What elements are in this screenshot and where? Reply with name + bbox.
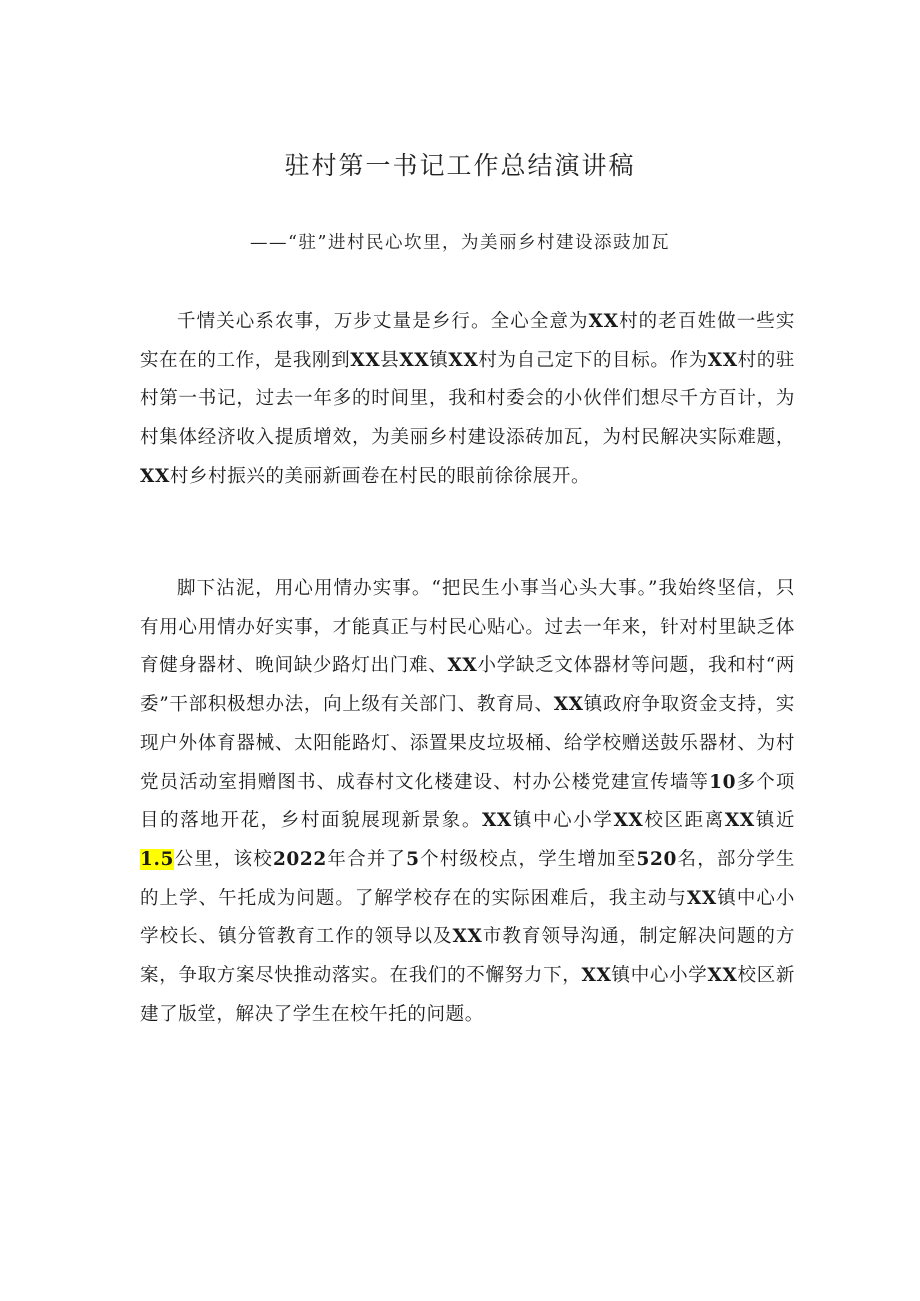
bold-text: XX bbox=[140, 465, 170, 487]
bold-text: 10 bbox=[709, 771, 737, 793]
bold-text: 2022 bbox=[272, 848, 327, 870]
text-run: 市教育领导沟通，制定解决问题的方案，争取方案尽快推动落实。在我们的不懈努力下， bbox=[140, 926, 795, 987]
bold-text: XX bbox=[613, 810, 644, 832]
text-run: 多个项目的落地开花，乡村面貌展现新景象。 bbox=[140, 771, 795, 832]
bold-text: 520 bbox=[636, 848, 677, 870]
text-run: 小学缺乏文体器材等问题，我和村“两委”干部积极想办法，向上级有关部门、教育局、 bbox=[140, 655, 795, 716]
text-run: 镇中心小学校长、镇分管教育工作的领导以及 bbox=[140, 887, 795, 948]
bold-text: XX bbox=[452, 926, 483, 948]
bold-text: XX bbox=[707, 349, 738, 371]
text-run: 脚下沾泥，用心用情办实事。“把民生小事当心头大事。”我始终坚信，只有用心用情办好实事，才能真正与村民心贴心。过去一年来，针对村里缺乏体育健身器材、晚间缺少路灯出门难、 bbox=[140, 578, 795, 677]
text-run: 名，部分学生的上学、午托成为问题。了解学校存在的实际困难后，我主动与 bbox=[140, 848, 795, 909]
highlighted-text: 1.5 bbox=[140, 848, 174, 870]
text-run: 镇中心小学 bbox=[511, 810, 614, 832]
text-run: 千情关心系农事，万步丈量是乡行。全心全意为 bbox=[177, 311, 589, 332]
text-run: 村乡村振兴的美丽新画卷在村民的眼前徐徐展开。 bbox=[169, 465, 591, 487]
text-run: 镇政府争取资金支持，实现户外体育器械、太阳能路灯、添置果皮垃圾桶、给学校赠送鼓乐器材、为村党员活动室捐赠图书、成春村文化楼建设、村办公楼党建宣传墙等 bbox=[140, 694, 795, 793]
bold-text: XX bbox=[724, 810, 755, 832]
bold-text: XX bbox=[481, 810, 512, 832]
bold-text: XX bbox=[448, 349, 479, 371]
paragraph-1 bbox=[140, 303, 795, 497]
bold-text: XX bbox=[553, 694, 584, 716]
text-run: 校区距离 bbox=[643, 810, 725, 832]
document-title: 驻村第一书记工作总结演讲稿 bbox=[284, 151, 636, 180]
text-run: 县 bbox=[380, 349, 400, 371]
text-run: 镇 bbox=[429, 349, 449, 371]
text-run: 村的老百姓做一些实实在在的工作，是我刚到 bbox=[140, 311, 795, 371]
bold-text: XX bbox=[686, 887, 717, 909]
text-run: 村的驻村第一书记，过去一年多的时间里，我和村委会的小伙伴们想尽千方百计，为村集体经济收入提质增效，为美丽乡村建设添砖加瓦，为村民解决实际难题， bbox=[140, 349, 796, 449]
bold-text: XX bbox=[447, 655, 478, 677]
text-run: 年合并了 bbox=[326, 848, 407, 870]
text-run: 镇中心小学 bbox=[611, 965, 708, 987]
document-subtitle: ——“驻”进村民心坎里，为美丽乡村建设添豉加瓦 bbox=[250, 233, 670, 253]
text-run: 镇近 bbox=[754, 810, 795, 832]
bold-text: XX bbox=[707, 965, 738, 987]
bold-text: XX bbox=[399, 349, 430, 371]
bold-text: 5 bbox=[406, 848, 420, 870]
text-run: 村为自己定下的目标。作为 bbox=[478, 349, 708, 371]
bold-text: XX bbox=[350, 349, 381, 371]
text-run: 个村级校点，学生增加至 bbox=[419, 848, 637, 870]
bold-text: XX bbox=[588, 311, 619, 332]
text-run: 校区新建了版堂，解决了学生在校午托的问题。 bbox=[140, 965, 795, 1025]
bold-text: XX bbox=[581, 965, 612, 987]
paragraph-2 bbox=[140, 570, 795, 1034]
text-run: 公里，该校 bbox=[174, 848, 273, 870]
